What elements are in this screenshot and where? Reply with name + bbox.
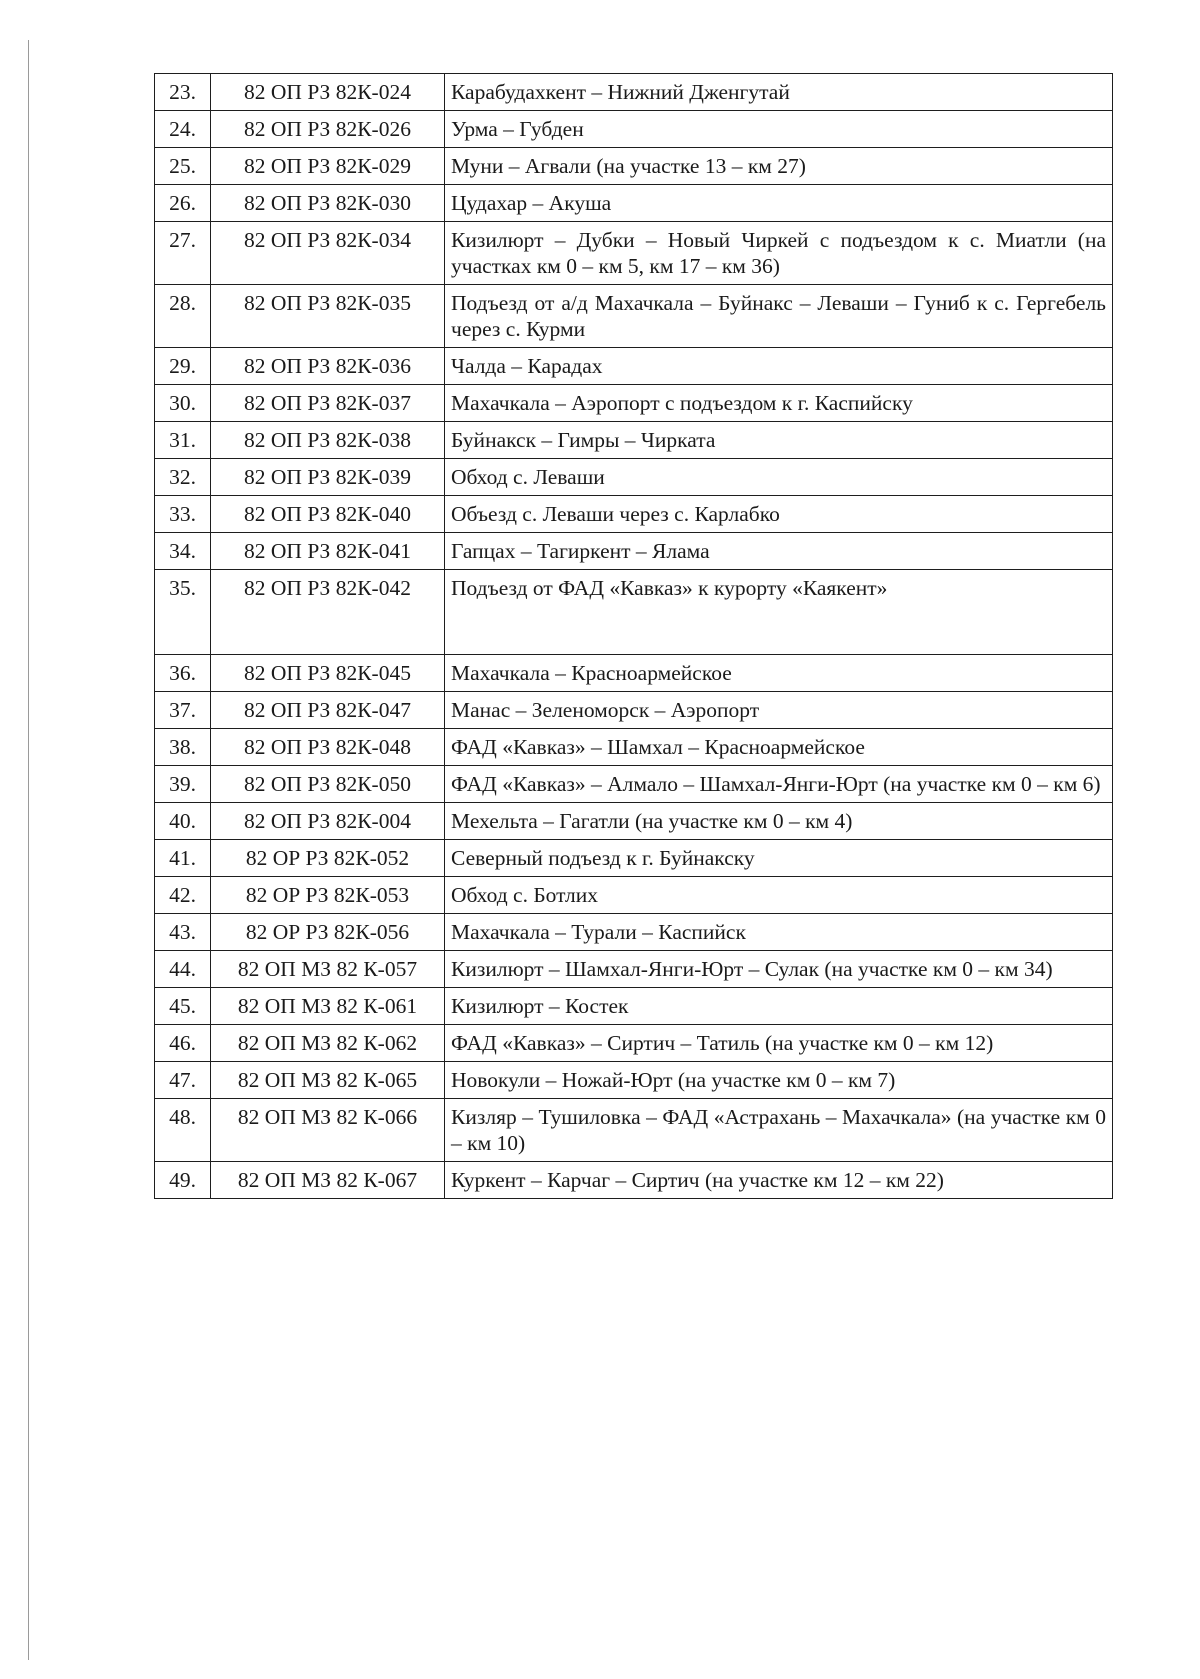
road-name: Мехельта – Гагатли (на участке км 0 – км 4) [445,803,1113,840]
road-code: 82 ОР РЗ 82К-056 [211,914,445,951]
table-row [155,533,1113,570]
road-code: 82 ОП РЗ 82К-035 [211,285,445,348]
scan-edge-line [28,40,29,1660]
road-code: 82 ОР РЗ 82К-052 [211,840,445,877]
table-row [155,385,1113,422]
row-number: 28. [155,285,211,348]
road-code: 82 ОП РЗ 82К-004 [211,803,445,840]
road-code: 82 ОП РЗ 82К-045 [211,655,445,692]
road-code: 82 ОП РЗ 82К-047 [211,692,445,729]
road-name: Новокули – Ножай-Юрт (на участке км 0 – км 7) [445,1062,1113,1099]
roads-table [154,73,1113,1199]
row-number: 45. [155,988,211,1025]
road-code: 82 ОП МЗ 82 К-067 [211,1162,445,1199]
row-number: 29. [155,348,211,385]
row-number: 24. [155,111,211,148]
table-row [155,951,1113,988]
road-code: 82 ОП МЗ 82 К-066 [211,1099,445,1162]
road-code: 82 ОП РЗ 82К-042 [211,570,445,655]
table-row [155,1099,1113,1162]
row-number: 37. [155,692,211,729]
table-row [155,148,1113,185]
road-code: 82 ОП РЗ 82К-036 [211,348,445,385]
row-number: 27. [155,222,211,285]
table-row [155,914,1113,951]
road-name: Обход с. Леваши [445,459,1113,496]
row-number: 42. [155,877,211,914]
table-row [155,74,1113,111]
road-name: Муни – Агвали (на участке 13 – км 27) [445,148,1113,185]
table-row [155,422,1113,459]
road-name: Буйнакск – Гимры – Чирката [445,422,1113,459]
roads-table-body [155,74,1113,1199]
road-name: ФАД «Кавказ» – Алмало – Шамхал-Янги-Юрт (на участке км 0 – км 6) [445,766,1113,803]
table-row [155,570,1113,655]
row-number: 36. [155,655,211,692]
row-number: 31. [155,422,211,459]
road-code: 82 ОП РЗ 82К-034 [211,222,445,285]
table-row [155,285,1113,348]
row-number: 38. [155,729,211,766]
road-name: Карабудахкент – Нижний Дженгутай [445,74,1113,111]
row-number: 40. [155,803,211,840]
road-code: 82 ОП РЗ 82К-048 [211,729,445,766]
table-row [155,692,1113,729]
table-row [155,988,1113,1025]
table-row [155,729,1113,766]
table-row [155,496,1113,533]
row-number: 46. [155,1025,211,1062]
table-row [155,877,1113,914]
table-row [155,1025,1113,1062]
road-name: Кизилюрт – Шамхал-Янги-Юрт – Сулак (на участке км 0 – км 34) [445,951,1113,988]
road-code: 82 ОП РЗ 82К-040 [211,496,445,533]
row-number: 44. [155,951,211,988]
row-number: 47. [155,1062,211,1099]
table-row [155,803,1113,840]
road-code: 82 ОП РЗ 82К-024 [211,74,445,111]
road-name: Объезд с. Леваши через с. Карлабко [445,496,1113,533]
road-name: Подъезд от ФАД «Кавказ» к курорту «Каякент» [445,570,1113,655]
road-code: 82 ОП РЗ 82К-038 [211,422,445,459]
road-name: Северный подъезд к г. Буйнакску [445,840,1113,877]
table-row [155,222,1113,285]
road-name: Куркент – Карчаг – Сиртич (на участке км 12 – км 22) [445,1162,1113,1199]
row-number: 34. [155,533,211,570]
row-number: 49. [155,1162,211,1199]
road-code: 82 ОП РЗ 82К-030 [211,185,445,222]
road-name: Кизляр – Тушиловка – ФАД «Астрахань – Махачкала» (на участке км 0 – км 10) [445,1099,1113,1162]
table-row [155,185,1113,222]
road-name: Урма – Губден [445,111,1113,148]
row-number: 26. [155,185,211,222]
table-row [155,766,1113,803]
road-code: 82 ОП РЗ 82К-039 [211,459,445,496]
road-code: 82 ОП РЗ 82К-037 [211,385,445,422]
road-name: ФАД «Кавказ» – Шамхал – Красноармейское [445,729,1113,766]
table-row [155,1062,1113,1099]
road-code: 82 ОП РЗ 82К-029 [211,148,445,185]
road-name: Обход с. Ботлих [445,877,1113,914]
row-number: 43. [155,914,211,951]
road-code: 82 ОП МЗ 82 К-057 [211,951,445,988]
row-number: 25. [155,148,211,185]
road-name: Махачкала – Аэропорт с подъездом к г. Каспийску [445,385,1113,422]
road-code: 82 ОП МЗ 82 К-061 [211,988,445,1025]
row-number: 39. [155,766,211,803]
road-name: Махачкала – Турали – Каспийск [445,914,1113,951]
road-code: 82 ОП МЗ 82 К-065 [211,1062,445,1099]
table-row [155,459,1113,496]
row-number: 33. [155,496,211,533]
road-name: Махачкала – Красноармейское [445,655,1113,692]
road-name: ФАД «Кавказ» – Сиртич – Татиль (на участке км 0 – км 12) [445,1025,1113,1062]
table-row [155,111,1113,148]
table-row [155,348,1113,385]
table-row [155,840,1113,877]
road-name: Манас – Зеленоморск – Аэропорт [445,692,1113,729]
road-code: 82 ОП РЗ 82К-026 [211,111,445,148]
row-number: 41. [155,840,211,877]
road-name: Цудахар – Акуша [445,185,1113,222]
row-number: 35. [155,570,211,655]
table-row [155,1162,1113,1199]
road-name: Гапцах – Тагиркент – Ялама [445,533,1113,570]
row-number: 23. [155,74,211,111]
table-row [155,655,1113,692]
row-number: 32. [155,459,211,496]
road-name: Кизилюрт – Костек [445,988,1113,1025]
road-code: 82 ОП МЗ 82 К-062 [211,1025,445,1062]
row-number: 48. [155,1099,211,1162]
road-code: 82 ОП РЗ 82К-050 [211,766,445,803]
road-name: Подъезд от а/д Махачкала – Буйнакс – Леваши – Гуниб к с. Гергебель через с. Курми [445,285,1113,348]
road-code: 82 ОР РЗ 82К-053 [211,877,445,914]
road-name: Кизилюрт – Дубки – Новый Чиркей с подъездом к с. Миатли (на участках км 0 – км 5, км 17 – км 36) [445,222,1113,285]
road-name: Чалда – Карадах [445,348,1113,385]
road-code: 82 ОП РЗ 82К-041 [211,533,445,570]
row-number: 30. [155,385,211,422]
